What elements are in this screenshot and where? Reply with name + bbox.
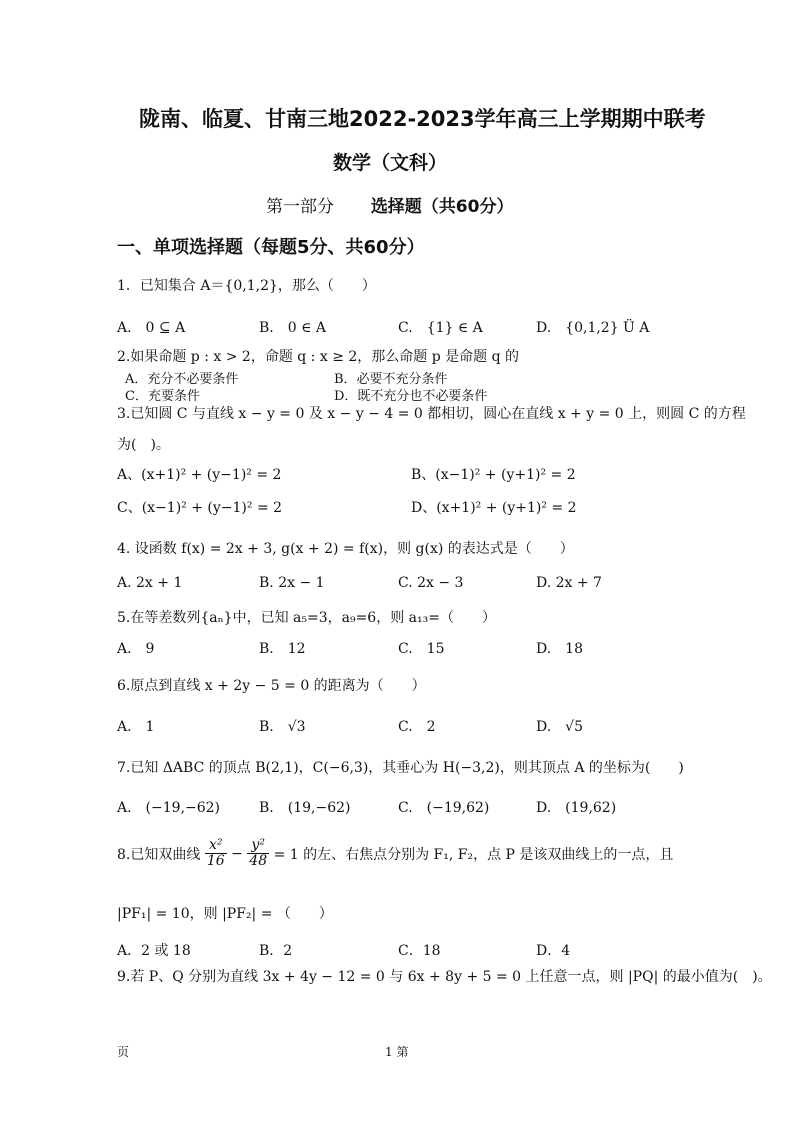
q8-frac1-num: x²	[205, 838, 227, 854]
q5-option-a: A. 9	[117, 641, 155, 657]
footer-page-number: 1 第	[385, 1045, 409, 1059]
q4-option-c: C. 2x − 3	[398, 575, 464, 591]
question-8-stem-cont: |PF₁| = 10，则 |PF₂| = （ ）	[117, 906, 333, 922]
q2-option-d: D．既不充分也不必要条件	[334, 389, 488, 404]
q7-option-a: A. (−19,−62)	[117, 800, 221, 816]
q4-option-a: A. 2x + 1	[117, 575, 183, 591]
question-7-stem: 7.已知 ΔABC 的顶点 B(2,1)，C(−6,3)，其垂心为 H(−3,2)，则其顶点 A 的坐标为( )	[117, 760, 684, 776]
q8-frac1-den: 16	[206, 853, 225, 870]
question-8-stem	[117, 838, 673, 870]
q3-option-a: A、(x+1)² + (y−1)² = 2	[117, 467, 282, 483]
q1-option-a: A. 0 ⊆ A	[117, 320, 186, 336]
footer-left: 页	[117, 1045, 130, 1059]
question-3-stem-cont: 为( )。	[117, 437, 170, 453]
question-4-stem: 4. 设函数 f(x) = 2x + 3, g(x + 2) = f(x)，则 g(x) 的表达式是（ ）	[117, 541, 574, 557]
q5-option-c: C. 15	[398, 641, 445, 657]
document-title: 陇南、临夏、甘南三地2022-2023学年高三上学期期中联考	[139, 107, 706, 131]
part-label: 第一部分	[266, 197, 334, 217]
q3-option-d: D、(x+1)² + (y+1)² = 2	[411, 500, 577, 516]
q2-option-b: B．必要不充分条件	[334, 372, 448, 387]
subject-title: 数学（文科）	[333, 152, 448, 174]
question-3-stem: 3.已知圆 C 与直线 x − y = 0 及 x − y − 4 = 0 都相切，圆心在直线 x + y = 0 上，则圆 C 的方程	[117, 406, 746, 422]
q8-fraction-x	[205, 838, 227, 870]
q7-option-d: D. (19,62)	[536, 800, 617, 816]
question-1-stem: 1．已知集合 A＝{0,1,2}，那么（ ）	[117, 278, 376, 294]
q8-fraction-y	[247, 838, 269, 870]
q1-option-b: B. 0 ∈ A	[259, 320, 327, 336]
question-5-stem: 5.在等差数列{aₙ}中，已知 a₅=3，a₉=6，则 a₁₃=（ ）	[117, 610, 496, 626]
q8-frac2-den: 48	[249, 853, 268, 870]
section-heading: 一、单项选择题（每题5分、共60分）	[117, 237, 425, 258]
q1-option-d: D. {0,1,2} Ü A	[536, 320, 650, 336]
q7-option-b: B. (19,−62)	[259, 800, 351, 816]
part-name: 选择题（共60分）	[370, 197, 514, 217]
q6-option-b: B. √3	[259, 719, 306, 735]
q5-option-d: D. 18	[536, 641, 583, 657]
q2-option-c: C．充要条件	[125, 389, 200, 404]
q5-option-b: B. 12	[259, 641, 306, 657]
q4-option-d: D. 2x + 7	[536, 575, 602, 591]
q6-option-a: A. 1	[117, 719, 155, 735]
q3-option-c: C、(x−1)² + (y−1)² = 2	[117, 500, 283, 516]
q6-option-d: D. √5	[536, 719, 584, 735]
q8-option-c: C．18	[398, 943, 441, 959]
question-2-stem: 2.如果命题 p : x > 2，命题 q : x ≥ 2，那么命题 p 是命题 q 的	[117, 349, 520, 365]
part-heading	[266, 192, 513, 217]
q8-minus: −	[231, 845, 243, 862]
q8-stem-pre: 8.已知双曲线	[117, 846, 201, 863]
q8-stem-post: = 1 的左、右焦点分别为 F₁, F₂，点 P 是该双曲线上的一点，且	[273, 846, 674, 863]
q6-option-c: C. 2	[398, 719, 436, 735]
question-6-stem: 6.原点到直线 x + 2y − 5 = 0 的距离为（ ）	[117, 678, 426, 694]
q4-option-b: B. 2x − 1	[259, 575, 325, 591]
q2-option-a: A．充分不必要条件	[125, 372, 239, 387]
q7-option-c: C. (−19,62)	[398, 800, 490, 816]
q8-option-d: D．4	[536, 943, 571, 959]
q3-option-b: B、(x−1)² + (y+1)² = 2	[411, 467, 576, 483]
q8-option-b: B．2	[259, 943, 293, 959]
q8-option-a: A．2 或 18	[117, 943, 191, 959]
q1-option-c: C. {1} ∈ A	[398, 320, 483, 336]
question-9-stem: 9.若 P、Q 分别为直线 3x + 4y − 12 = 0 与 6x + 8y + 5 = 0 上任意一点，则 |PQ| 的最小值为( )。	[117, 969, 772, 985]
q8-frac2-num: y²	[247, 838, 269, 854]
